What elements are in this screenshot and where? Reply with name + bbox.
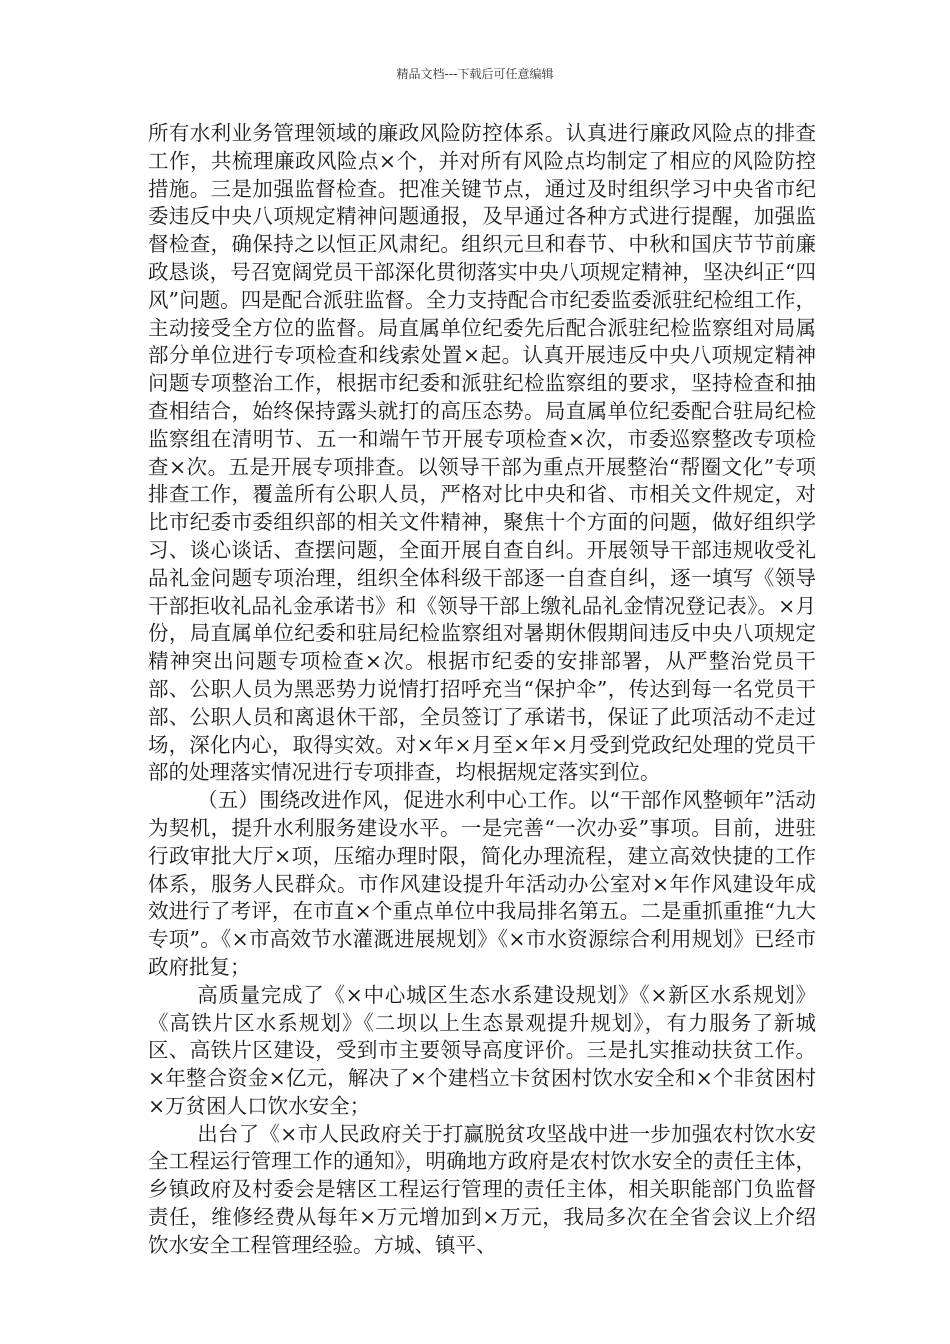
page-header: 精品文档---下载后可任意编辑: [396, 67, 554, 81]
paragraph-2: （五）围绕改进作风，促进水利中心工作。以“干部作风整顿年”活动为契机，提升水利服务建设水平。一是完善“一次办妥”事项。目前，进驻行政审批大厅×项，压缩办理时限，简化办理流程，建立高效快捷的工作体系，服务人民群众。市作风建设提升年活动办公室对×年作风建设年成效进行了考评，在市直×个重点单位中我局排名第五。二是重抓重推“九大专项”。《×市高效节水灌溉进展规划》《×市水资源综合利用规划》已经市政府批复；: [148, 788, 816, 979]
paragraph-1: 所有水利业务管理领域的廉政风险防控体系。认真进行廉政风险点的排查工作，共梳理廉政风险点×个，并对所有风险点均制定了相应的风险防控措施。三是加强监督检查。把准关键节点，通过及时组织学习中央省市纪委违反中央八项规定精神问题通报，及早通过各种方式进行提醒，加强监督检查，确保持之以恒正风肃纪。组织元旦和春节、中秋和国庆节节前廉政恳谈，号召宽阔党员干部深化贯彻落实中央八项规定精神，坚决纠正“四风”问题。四是配合派驻监督。全力支持配合市纪委监委派驻纪检组工作，主动接受全方位的监督。局直属单位纪委先后配合派驻纪检监察组对局属部分单位进行专项检查和线索处置×起。认真开展违反中央八项规定精神问题专项整治工作，根据市纪委和派驻纪检监察组的要求，坚持检查和抽查相结合，始终保持露头就打的高压态势。局直属单位纪委配合驻局纪检监察组在清明节、五一和端午节开展专项检查×次，市委巡察整改专项检查×次。五是开展专项排查。以领导干部为重点开展整治“帮圈文化”专项排查工作，覆盖所有公职人员，严格对比中央和省、市相关文件规定，对比市纪委市委组织部的相关文件精神，聚焦十个方面的问题，做好组织学习、谈心谈话、查摆问题，全面开展自查自纠。开展领导干部违规收受礼品礼金问题专项治理，组织全体科级干部逐一自查自纠，逐一填写《领导干部拒收礼品礼金承诺书》和《领导干部上缴礼品礼金情况登记表》。×月份，局直属单位纪委和驻局纪检监察组对暑期休假期间违反中央八项规定精神突出问题专项检查×次。根据市纪委的安排部署，从严整治党员干部、公职人员为黑恶势力说情打招呼充当“保护伞”，传达到每一名党员干部、公职人员和离退休干部，全员签订了承诺书，保证了此项活动不走过场，深化内心，取得实效。对×年×月至×年×月受到党政纪处理的党员干部的处理落实情况进行专项排查，均根据规定落实到位。: [148, 121, 816, 785]
document-body: [148, 120, 816, 1260]
paragraph-4: 出台了《×市人民政府关于打赢脱贫攻坚战中进一步加强农村饮水安全工程运行管理工作的通知》，明确地方政府是农村饮水安全的责任主体，乡镇政府及村委会是辖区工程运行管理的责任主体，相关职能部门负监督责任，维修经费从每年×万元增加到×万元，我局多次在全省会议上介绍饮水安全工程管理经验。方城、镇平、: [148, 1121, 816, 1257]
paragraph-3: 高质量完成了《×中心城区生态水系建设规划》《×新区水系规划》《高铁片区水系规划》《二坝以上生态景观提升规划》，有力服务了新城区、高铁片区建设，受到市主要领导高度评价。三是扎实推动扶贫工作。×年整合资金×亿元，解决了×个建档立卡贫困村饮水安全和×个非贫困村×万贫困人口饮水安全；: [148, 982, 816, 1118]
